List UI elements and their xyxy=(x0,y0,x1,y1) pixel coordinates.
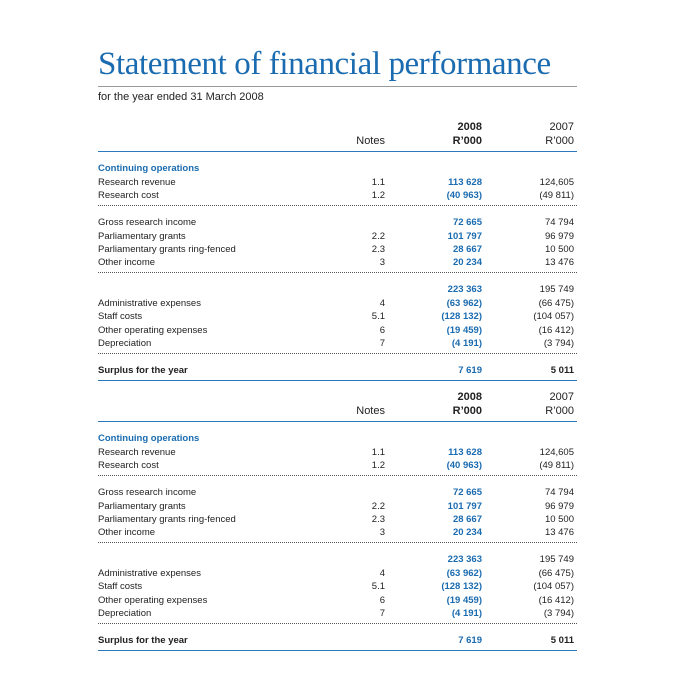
table-row xyxy=(0,176,680,189)
row-note: 7 xyxy=(379,338,385,349)
row-note: 3 xyxy=(379,257,385,268)
row-label: Administrative expenses xyxy=(98,298,201,309)
row-value-2007: (66 475) xyxy=(538,298,574,309)
table-row xyxy=(0,216,680,229)
total-label: Surplus for the year xyxy=(98,365,188,376)
row-value-2008: (40 963) xyxy=(446,460,482,471)
notes-header: Notes xyxy=(356,135,385,147)
table-row xyxy=(0,243,680,256)
year-2008-header: 2008 xyxy=(457,391,482,403)
row-label: Research cost xyxy=(98,190,159,201)
table-row xyxy=(0,553,680,566)
row-value-2007: (66 475) xyxy=(538,568,574,579)
row-value-2008: 223 363 xyxy=(447,554,482,565)
dotted-rule xyxy=(98,205,577,206)
table-row xyxy=(0,594,680,607)
table-row xyxy=(0,256,680,269)
table-row xyxy=(0,459,680,472)
row-value-2007: (16 412) xyxy=(538,325,574,336)
row-value-2008: 223 363 xyxy=(447,284,482,295)
dotted-rule xyxy=(98,542,577,543)
row-label: Parliamentary grants xyxy=(98,231,186,242)
row-label: Research revenue xyxy=(98,447,176,458)
row-label: Other income xyxy=(98,527,156,538)
row-note: 1.1 xyxy=(371,447,385,458)
table-row xyxy=(0,513,680,526)
row-value-2007: 10 500 xyxy=(544,514,574,525)
row-label: Administrative expenses xyxy=(98,568,201,579)
row-label: Parliamentary grants ring-fenced xyxy=(98,514,236,525)
statement-table-2 xyxy=(0,270,680,646)
row-value-2007: 124,605 xyxy=(539,447,574,458)
row-note: 4 xyxy=(379,568,385,579)
table-row xyxy=(0,526,680,539)
row-label: Gross research income xyxy=(98,217,197,228)
row-value-2008: 20 234 xyxy=(452,527,482,538)
row-value-2007: 195 749 xyxy=(539,284,574,295)
row-label: Depreciation xyxy=(98,338,152,349)
row-value-2007: 124,605 xyxy=(539,177,574,188)
row-value-2007: 74 794 xyxy=(544,217,574,228)
row-value-2008: 101 797 xyxy=(447,501,482,512)
year-2007-header: 2007 xyxy=(549,121,574,133)
section-heading: Continuing operations xyxy=(98,433,200,444)
header-rule xyxy=(98,421,577,422)
unit-2008-header: R’000 xyxy=(452,405,482,417)
row-value-2008: (40 963) xyxy=(446,190,482,201)
row-note: 1.2 xyxy=(371,460,385,471)
row-label: Research revenue xyxy=(98,177,176,188)
row-value-2008: (4 191) xyxy=(451,608,482,619)
year-2008-header: 2008 xyxy=(457,121,482,133)
table-row xyxy=(0,189,680,202)
table-row xyxy=(0,580,680,593)
row-value-2007: 96 979 xyxy=(544,501,574,512)
row-value-2008: 72 665 xyxy=(452,217,482,228)
total-rule xyxy=(98,650,577,651)
row-value-2008: (128 132) xyxy=(441,311,482,322)
notes-header: Notes xyxy=(356,405,385,417)
table-row xyxy=(0,567,680,580)
unit-2008-header: R’000 xyxy=(452,135,482,147)
row-label: Depreciation xyxy=(98,608,152,619)
row-note: 4 xyxy=(379,298,385,309)
row-value-2007: 13 476 xyxy=(544,257,574,268)
row-value-2007: 74 794 xyxy=(544,487,574,498)
row-value-2008: (63 962) xyxy=(446,568,482,579)
unit-2007-header: R’000 xyxy=(545,135,574,147)
row-label: Staff costs xyxy=(98,581,143,592)
row-label: Other operating expenses xyxy=(98,595,208,606)
row-value-2008: 113 628 xyxy=(448,177,482,188)
unit-2007-header: R’000 xyxy=(545,405,574,417)
total-value-2007: 5 011 xyxy=(550,635,574,646)
row-value-2007: (49 811) xyxy=(539,190,574,201)
dotted-rule xyxy=(98,623,577,624)
row-label: Other income xyxy=(98,257,156,268)
row-note: 2.3 xyxy=(371,244,385,255)
table-row xyxy=(0,500,680,513)
row-value-2007: (16 412) xyxy=(538,595,574,606)
row-note: 2.3 xyxy=(371,514,385,525)
total-row xyxy=(0,634,680,647)
row-value-2007: (104 057) xyxy=(533,581,574,592)
dotted-rule xyxy=(98,475,577,476)
row-value-2008: 28 667 xyxy=(452,514,482,525)
row-value-2007: (49 811) xyxy=(539,460,574,471)
row-note: 6 xyxy=(379,325,385,336)
row-note: 6 xyxy=(379,595,385,606)
total-value-2008: 7 619 xyxy=(458,365,482,376)
row-value-2007: 96 979 xyxy=(544,231,574,242)
row-note: 5.1 xyxy=(371,311,385,322)
row-label: Parliamentary grants xyxy=(98,501,186,512)
total-value-2008: 7 619 xyxy=(458,635,482,646)
row-note: 2.2 xyxy=(371,231,385,242)
row-value-2008: 28 667 xyxy=(452,244,482,255)
row-label: Research cost xyxy=(98,460,159,471)
row-label: Parliamentary grants ring-fenced xyxy=(98,244,236,255)
table-row xyxy=(0,486,680,499)
total-label: Surplus for the year xyxy=(98,635,188,646)
row-value-2008: 113 628 xyxy=(448,447,482,458)
row-value-2007: 195 749 xyxy=(539,554,574,565)
row-note: 1.1 xyxy=(371,177,385,188)
row-label: Gross research income xyxy=(98,487,197,498)
row-value-2007: 10 500 xyxy=(544,244,574,255)
header-rule xyxy=(98,151,577,152)
row-note: 5.1 xyxy=(371,581,385,592)
section-heading: Continuing operations xyxy=(98,163,200,174)
row-value-2008: (19 459) xyxy=(446,325,482,336)
page-title: Statement of financial performance xyxy=(98,46,551,82)
row-value-2008: (4 191) xyxy=(451,338,482,349)
row-note: 7 xyxy=(379,608,385,619)
row-note: 3 xyxy=(379,527,385,538)
row-label: Staff costs xyxy=(98,311,143,322)
year-2007-header: 2007 xyxy=(549,391,574,403)
total-value-2007: 5 011 xyxy=(550,365,574,376)
table-row xyxy=(0,607,680,620)
row-value-2007: 13 476 xyxy=(544,527,574,538)
row-label: Other operating expenses xyxy=(98,325,208,336)
row-value-2007: (104 057) xyxy=(533,311,574,322)
row-value-2008: 72 665 xyxy=(452,487,482,498)
row-value-2008: 20 234 xyxy=(452,257,482,268)
row-value-2008: 101 797 xyxy=(447,231,482,242)
table-row xyxy=(0,446,680,459)
page-subtitle: for the year ended 31 March 2008 xyxy=(98,91,264,103)
row-value-2008: (63 962) xyxy=(446,298,482,309)
row-note: 1.2 xyxy=(371,190,385,201)
row-value-2008: (19 459) xyxy=(446,595,482,606)
table-row xyxy=(0,230,680,243)
row-value-2007: (3 794) xyxy=(543,608,574,619)
row-note: 2.2 xyxy=(371,501,385,512)
row-value-2008: (128 132) xyxy=(441,581,482,592)
row-value-2007: (3 794) xyxy=(543,338,574,349)
